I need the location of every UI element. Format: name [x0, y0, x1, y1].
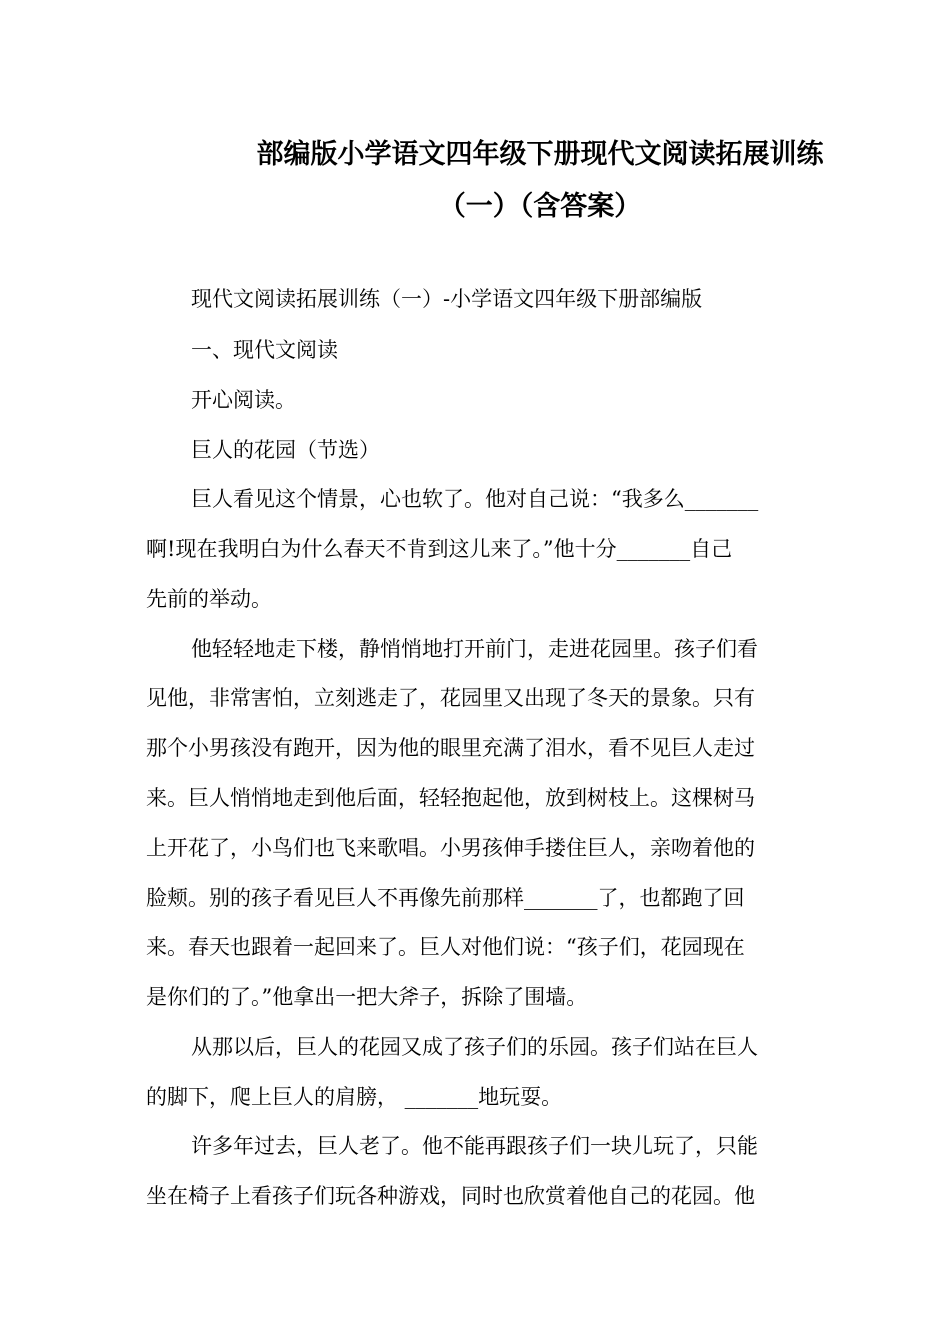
passage-line: 他轻轻地走下楼，静悄悄地打开前门，走进花园里。孩子们看	[191, 637, 758, 661]
passage-line: 上开花了，小鸟们也飞来歌唱。小男孩伸手搂住巨人，亲吻着他的	[146, 836, 755, 860]
document-title-line-2: （一）（含答案）	[438, 191, 642, 222]
passage-line: 先前的举动。	[146, 587, 272, 611]
passage-line: 坐在椅子上看孩子们玩各种游戏，同时也欣赏着他自己的花园。他	[146, 1184, 755, 1208]
passage-line: 从那以后，巨人的花园又成了孩子们的乐园。孩子们站在巨人	[191, 1035, 758, 1059]
subtitle: 现代文阅读拓展训练（一）-小学语文四年级下册部编版	[191, 287, 703, 311]
section-heading: 一、现代文阅读	[191, 338, 338, 362]
passage-line: 啊!现在我明白为什么春天不肯到这儿来了。”他十分_______自己	[146, 537, 733, 561]
passage-line: 的脚下，爬上巨人的肩膀， _______地玩耍。	[146, 1085, 563, 1109]
passage-title: 巨人的花园（节选）	[191, 438, 380, 462]
passage-line: 见他，非常害怕，立刻逃走了，花园里又出现了冬天的景象。只有	[146, 686, 755, 710]
passage-line: 来。春天也跟着一起回来了。巨人对他们说：“孩子们，花园现在	[146, 935, 745, 959]
passage-line: 脸颊。别的孩子看见巨人不再像先前那样_______了，也都跑了回	[146, 886, 745, 910]
passage-line: 巨人看见这个情景，心也软了。他对自己说：“我多么_______	[191, 487, 759, 511]
instruction: 开心阅读。	[191, 388, 296, 412]
document-title-line-1: 部编版小学语文四年级下册现代文阅读拓展训练	[256, 139, 824, 170]
passage-line: 许多年过去，巨人老了。他不能再跟孩子们一块儿玩了，只能	[191, 1134, 758, 1158]
passage-line: 是你们的了。”他拿出一把大斧子，拆除了围墙。	[146, 985, 588, 1009]
passage-line: 那个小男孩没有跑开，因为他的眼里充满了泪水，看不见巨人走过	[146, 736, 755, 760]
passage-line: 来。巨人悄悄地走到他后面，轻轻抱起他，放到树枝上。这棵树马	[146, 786, 755, 810]
